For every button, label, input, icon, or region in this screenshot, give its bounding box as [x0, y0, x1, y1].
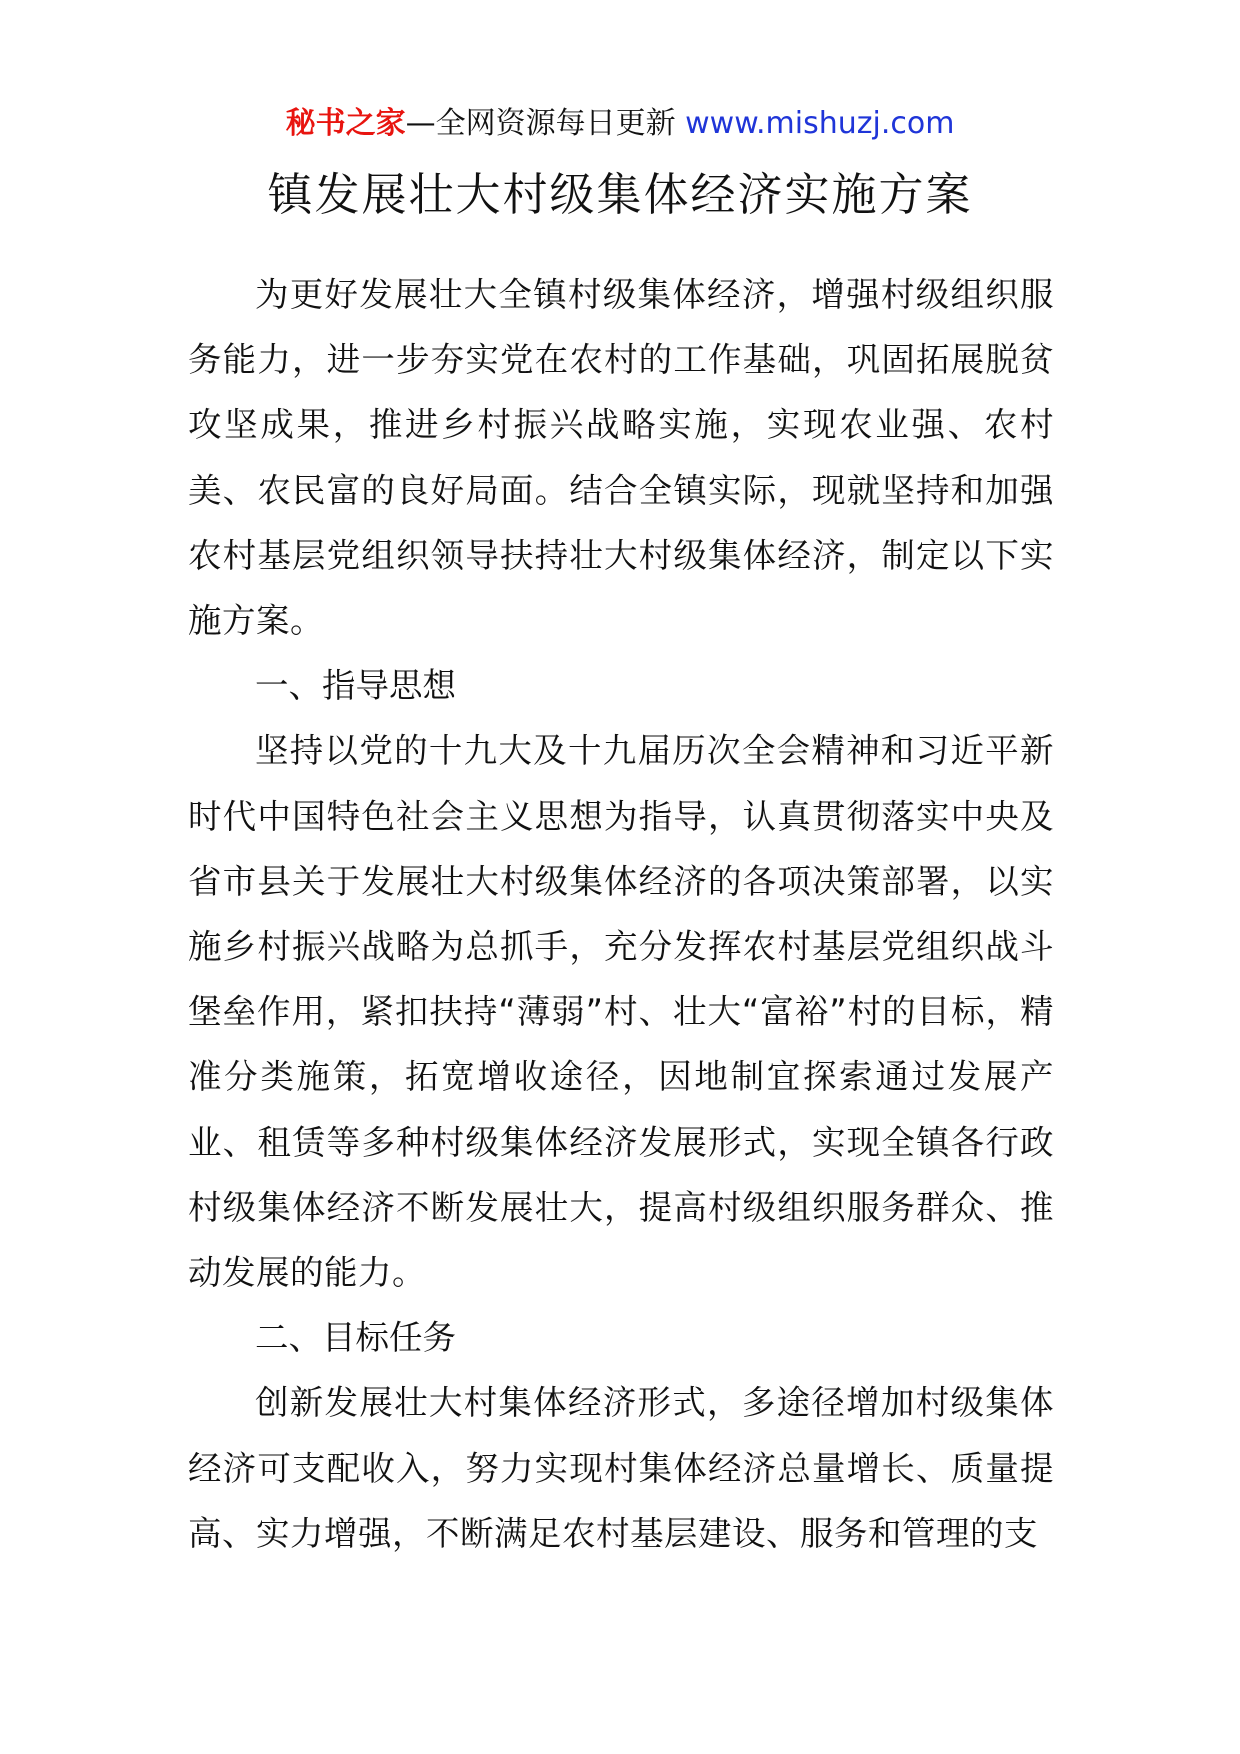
banner-brand: 秘书之家: [285, 106, 406, 141]
intro-paragraph: 为更好发展壮大全镇村级集体经济，增强村级组织服务能力，进一步夯实党在农村的工作基础，巩固拓展脱贫攻坚成果，推进乡村振兴战略实施，实现农业强、农村美、农民富的良好局面。结合全镇实际，现就坚持和加强农村基层党组织领导扶持壮大村级集体经济，制定以下实施方案。: [188, 275, 1054, 641]
document-body: [188, 262, 1054, 1566]
section-heading-guiding-ideology: 一、指导思想: [255, 666, 456, 706]
banner-url-link[interactable]: www.mishuzj.com: [685, 106, 955, 141]
document-title: 镇发展壮大村级集体经济实施方案: [267, 168, 973, 221]
section-heading-goals-tasks: 二、目标任务: [255, 1318, 456, 1358]
section-paragraph-guiding-ideology: 坚持以党的十九大及十九届历次全会精神和习近平新时代中国特色社会主义思想为指导，认真贯彻落实中央及省市县关于发展壮大村级集体经济的各项决策部署，以实施乡村振兴战略为总抓手，充分发挥农村基层党组织战斗堡垒作用，紧扣扶持“薄弱”村、壮大“富裕”村的目标，精准分类施策，拓宽增收途径，因地制宜探索通过发展产业、租赁等多种村级集体经济发展形式，实现全镇各行政村级集体经济不断发展壮大，提高村级组织服务群众、推动发展的能力。: [188, 731, 1054, 1293]
site-banner: [0, 104, 1240, 144]
banner-tagline: —全网资源每日更新: [405, 106, 686, 141]
section-paragraph-goals-tasks: 创新发展壮大村集体经济形式，多途径增加村级集体经济可支配收入，努力实现村集体经济总量增长、质量提高、实力增强，不断满足农村基层建设、服务和管理的支: [188, 1383, 1054, 1553]
